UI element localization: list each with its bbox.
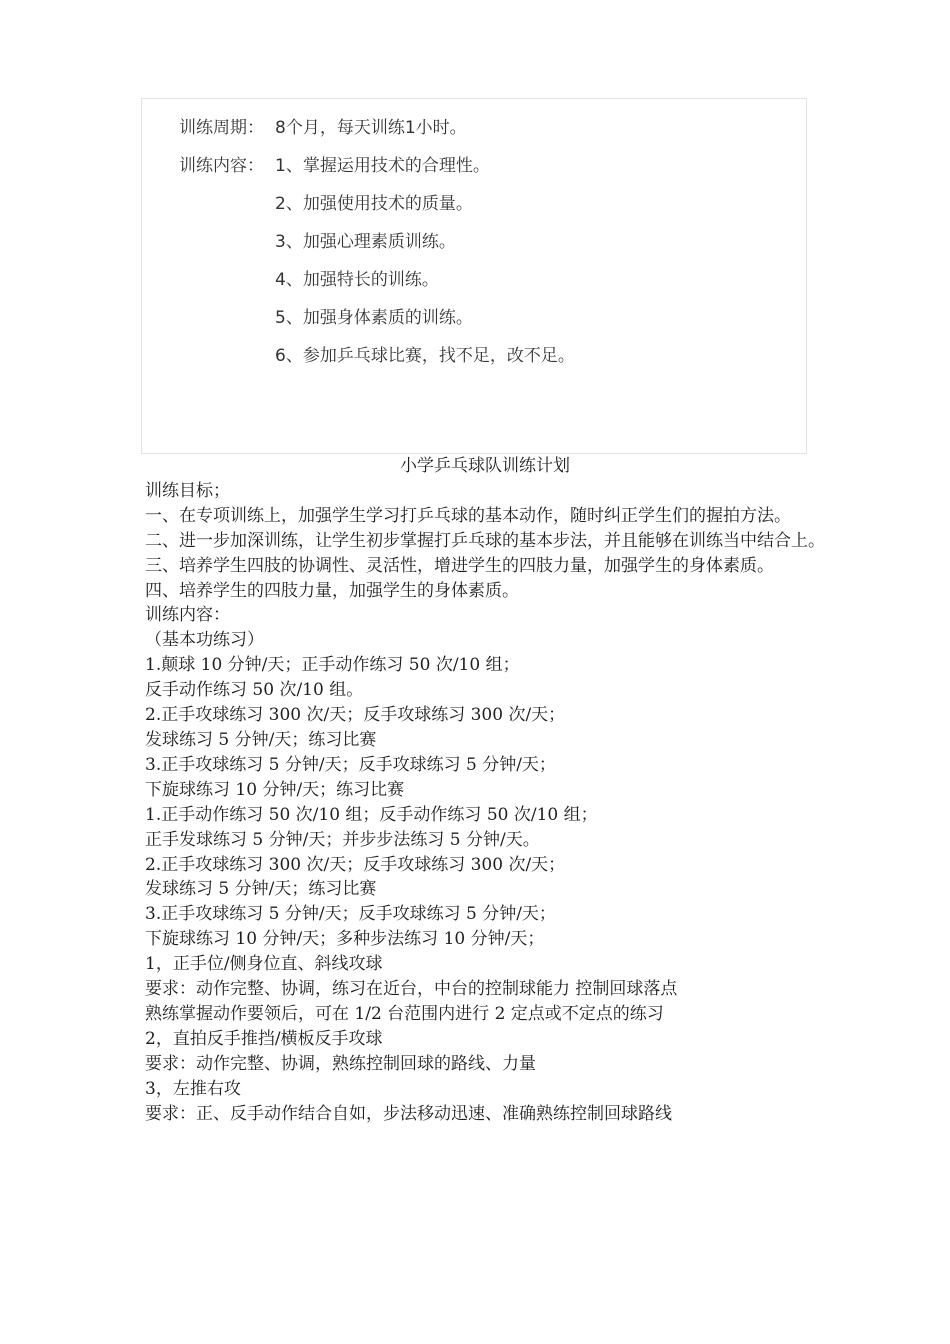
goal-paragraph: 四、培养学生的四肢力量，加强学生的身体素质。 bbox=[145, 580, 519, 601]
text-line: 2.正手攻球练习 300 次/天；反手攻球练习 300 次/天； bbox=[145, 854, 566, 875]
text-line: 2，直拍反手推挡/横板反手攻球 bbox=[145, 1028, 383, 1049]
content-item: 1、掌握运用技术的合理性。 bbox=[275, 156, 490, 176]
content-item: 6、参加乒乓球比赛，找不足，改不足。 bbox=[275, 346, 575, 366]
text-line: 反手动作练习 50 次/10 组。 bbox=[145, 680, 364, 701]
training-summary-box bbox=[141, 98, 807, 454]
text-line: 下旋球练习 10 分钟/天；练习比赛 bbox=[145, 779, 405, 800]
content-item: 5、加强身体素质的训练。 bbox=[275, 308, 473, 328]
text-line: 3.正手攻球练习 5 分钟/天；反手攻球练习 5 分钟/天； bbox=[145, 754, 556, 775]
page-title: 小学乒乓球队训练计划 bbox=[400, 456, 570, 476]
content-item: 2、加强使用技术的质量。 bbox=[275, 194, 473, 214]
goal-paragraph: 二、进一步加深训练，让学生初步掌握打乒乓球的基本步法，并且能够在训练当中结合上。 bbox=[145, 530, 825, 551]
text-line: 要求：动作完整、协调，练习在近台，中台的控制球能力 控制回球落点 bbox=[145, 979, 678, 1000]
goals-heading: 训练目标； bbox=[145, 480, 230, 501]
content-heading: 训练内容： bbox=[145, 605, 230, 626]
content-item: 4、加强特长的训练。 bbox=[275, 270, 439, 290]
period-label: 训练周期： bbox=[179, 118, 264, 138]
content-item: 3、加强心理素质训练。 bbox=[275, 232, 456, 252]
text-line: 正手发球练习 5 分钟/天；并步步法练习 5 分钟/天。 bbox=[145, 829, 540, 850]
goal-paragraph: 三、培养学生四肢的协调性、灵活性，增进学生的四肢力量，加强学生的身体素质。 bbox=[145, 555, 774, 576]
text-line: 要求：动作完整、协调，熟练控制回球的路线、力量 bbox=[145, 1053, 536, 1074]
text-line: 1.颠球 10 分钟/天；正手动作练习 50 次/10 组； bbox=[145, 655, 520, 676]
text-line: 1，正手位/侧身位直、斜线攻球 bbox=[145, 954, 383, 975]
text-line: 发球练习 5 分钟/天；练习比赛 bbox=[145, 729, 377, 750]
period-value: 8个月，每天训练1小时。 bbox=[275, 118, 467, 138]
content-label: 训练内容： bbox=[179, 156, 264, 176]
text-line: 要求：正、反手动作结合自如，步法移动迅速、准确熟练控制回球路线 bbox=[145, 1103, 672, 1124]
goal-paragraph: 一、在专项训练上，加强学生学习打乒乓球的基本动作，随时纠正学生们的握拍方法。 bbox=[145, 505, 791, 526]
text-line: 发球练习 5 分钟/天；练习比赛 bbox=[145, 879, 377, 900]
text-line: 2.正手攻球练习 300 次/天；反手攻球练习 300 次/天； bbox=[145, 705, 566, 726]
text-line: 下旋球练习 10 分钟/天；多种步法练习 10 分钟/天； bbox=[145, 929, 545, 950]
text-line: 熟练掌握动作要领后，可在 1/2 台范围内进行 2 定点或不定点的练习 bbox=[145, 1003, 664, 1024]
text-line: 3，左推右攻 bbox=[145, 1078, 241, 1099]
text-line: 1.正手动作练习 50 次/10 组；反手动作练习 50 次/10 组； bbox=[145, 804, 598, 825]
text-line: 3.正手攻球练习 5 分钟/天；反手攻球练习 5 分钟/天； bbox=[145, 904, 556, 925]
text-line: （基本功练习） bbox=[145, 630, 264, 651]
plan-document bbox=[145, 454, 825, 1126]
